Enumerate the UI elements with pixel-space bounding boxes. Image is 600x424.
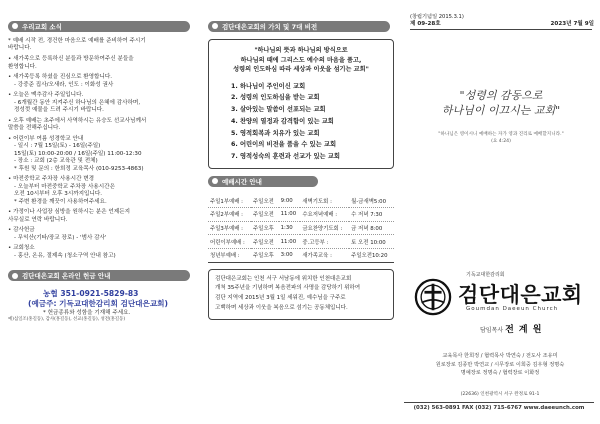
news-line: • 가정이나 사업장 심방을 원하시는 분은 언제든지 — [8, 209, 131, 216]
schedule-row — [208, 235, 394, 249]
vision-item: 4. 찬양의 열정과 감격함이 있는 교회 — [231, 117, 334, 125]
church-emblem-icon — [414, 278, 452, 316]
vision-item: 5. 영적회복과 치유가 있는 교회 — [231, 129, 320, 137]
pastor-label: 담임목사 — [480, 327, 504, 334]
news-title: 우리교회 소식 — [22, 22, 62, 31]
church-logo-area — [400, 268, 600, 348]
news-line: • 교회청소 — [8, 245, 35, 252]
schedule-header — [208, 176, 318, 187]
vision-header — [208, 21, 390, 32]
intro-line: 검단대은교회는 인천 서구 서남동에 위치한 인천대은교회 — [215, 275, 352, 282]
bulletin-number: 제 09-28호 — [410, 21, 441, 27]
vision-quote — [217, 46, 385, 75]
church-intro — [208, 269, 394, 320]
schedule-cell: 중.고등부 : — [300, 235, 349, 249]
schedule-cell: 주일오전 — [251, 208, 279, 222]
schedule-cell: 주일오전 — [251, 235, 279, 249]
schedule-row — [208, 221, 394, 235]
news-line: - 강중준 집사/오새라, 인도 : 이화성 권사 — [14, 81, 114, 88]
staff-line: 원로장로 김종만 박연교 / 시무장로 이희중 김우형 정명숙 — [435, 361, 565, 368]
news-item — [8, 38, 194, 53]
offering-title: 검단대은교회 온라인 헌금 안내 — [22, 272, 111, 281]
news-line: 말씀을 전해주십니다. — [8, 125, 61, 132]
news-line: 환영합니다. — [8, 63, 37, 70]
news-line: 바랍니다. — [8, 45, 32, 52]
vision-box — [208, 39, 394, 169]
bullet-icon — [212, 178, 218, 184]
vision-item: 1. 하나님이 주인이신 교회 — [231, 82, 306, 90]
news-line: 정성껏 예물을 드려 주시기 바랍니다. — [14, 107, 104, 114]
news-line: * 예배 시작 전, 경건한 마음으로 예배를 준비하여 주시기 — [8, 38, 146, 44]
bulletin-header — [408, 14, 594, 30]
news-item — [8, 136, 194, 173]
news-item — [8, 176, 194, 206]
bullet-icon — [12, 273, 18, 279]
vision-item: 3. 살아있는 말씀이 선포되는 교회 — [231, 106, 326, 114]
vision-list — [217, 81, 385, 164]
news-line: • 마전중학교 주차장 사용시간 변경 — [8, 176, 95, 183]
news-line: • 새가족등록 하셨을 진심으로 환영합니다. — [8, 74, 113, 81]
scripture-verse — [408, 132, 594, 145]
vision-item: 7. 영적성숙의 훈련과 선교가 있는 교회 — [231, 153, 340, 161]
schedule-cell: 금 저녁 8:00 — [349, 221, 394, 235]
slogan-line-1: "성령의 감동으로 — [459, 89, 543, 102]
offering-header — [8, 270, 190, 281]
schedule-cell: 새가족교육 : — [300, 248, 349, 262]
news-line: - 일시 : 7월 15일(토) - 16일(주일) — [14, 143, 101, 150]
schedule-cell: 주일오전10:20 — [349, 248, 394, 262]
denomination: 기독교대한감리회 — [466, 272, 505, 278]
news-line: • 새가족으로 등록하신 분들과 방문하여주신 분들을 — [8, 56, 134, 63]
schedule-cell: 주일오후 — [251, 248, 279, 262]
news-line: 사무실로 연락 바랍니다. — [8, 216, 68, 223]
account-holder: (예금주: 기독교대한감리회 검단대은교회) — [28, 298, 168, 308]
schedule-cell: 금요찬양기도회 : — [300, 221, 349, 235]
news-item — [8, 92, 194, 114]
vision-item: 6. 어린이의 비전을 품을 수 있는 교회 — [231, 141, 337, 149]
pastor-name: 전 계 원 — [505, 325, 543, 335]
schedule-cell: 주일3부예배 : — [208, 221, 251, 235]
staff-line: 교육목사 한희정 / 협력목사 박연숙 / 전도사 조유미 — [442, 353, 558, 359]
vision-item: 2. 성령의 인도하심을 받는 교회 — [231, 94, 320, 102]
verse-reference: (요 4:24) — [491, 138, 511, 144]
church-name-english: Goumdan Daeeun Church — [466, 306, 559, 312]
news-line: * 후원 및 문의 : 한희정 교육목사 (010-9253-4863) — [14, 165, 144, 172]
news-line: * 주변 환경을 깨끗이 사용하여주세요. — [14, 198, 107, 205]
news-item — [8, 245, 194, 260]
edition-note: (창립기념일 2015.3.1) — [410, 14, 464, 20]
intro-line: 개척 35주년을 기념하며 복음전파의 사명을 감당하기 위하여 — [215, 285, 361, 292]
staff-line: 명예장로 정명숙 / 협력장로 이화정 — [460, 370, 540, 377]
slogan — [408, 88, 594, 118]
schedule-cell: 청년부예배 : — [208, 248, 251, 262]
vision-quote-line: "하나님의 뜻과 하나님의 방식으로 — [254, 47, 348, 54]
intro-line: 검단 지역에 2015년 3월 1일 세워진, 예수님을 구주로 — [215, 295, 346, 302]
news-line: - 6개월간 동안 지켜주신 하나님의 은혜에 감사하며, — [14, 99, 141, 106]
bullet-icon — [212, 23, 218, 29]
senior-pastor — [480, 322, 542, 335]
news-line: • 오늘은 맥추감사 주일입니다. — [8, 92, 84, 99]
intro-line: 고백하며 세상과 이웃을 복음으로 섬기는 공동체입니다. — [215, 304, 348, 311]
schedule-cell: 새벽기도회 : — [300, 194, 349, 208]
schedule-cell: 주일2부예배 : — [208, 208, 251, 222]
bullet-icon — [12, 23, 18, 29]
schedule-cell: 주일1부예배 : — [208, 194, 251, 208]
vision-quote-line: 하나님의 때에 그리스도 예수의 마음을 품고, — [240, 56, 362, 64]
schedule-table — [208, 194, 394, 262]
schedule-cell: 11:00 — [279, 208, 301, 222]
vision-quote-line: 성령의 인도하심 따라 세상과 이웃을 섬기는 교회" — [233, 66, 369, 73]
news-item — [8, 227, 194, 242]
offering-info — [8, 289, 194, 323]
vision-title: 검단대은교회의 가치 및 7대 비전 — [222, 22, 318, 31]
schedule-cell: 3:00 — [279, 248, 301, 262]
schedule-row — [208, 248, 394, 262]
schedule-cell: 11:00 — [279, 235, 301, 249]
schedule-row — [208, 208, 394, 222]
schedule-cell: 주일오후 — [251, 221, 279, 235]
news-line: 15일(토) 10:00-20:00 / 16일(주일) 11:00-12:30 — [14, 150, 142, 157]
schedule-cell: 1:30 — [279, 221, 301, 235]
offering-example: 예)십일조(홍길동), 감사(홍길동), 선교(홍길동), 성전(홍길동) — [8, 316, 126, 322]
divider — [410, 29, 592, 30]
schedule-cell: 수 저녁 7:30 — [349, 208, 394, 222]
news-item — [8, 209, 194, 224]
news-header — [8, 21, 190, 32]
news-line: • 오후 예배는 초주에서 사역하시는 유승도 선교사님께서 — [8, 117, 147, 124]
news-item — [8, 118, 194, 133]
schedule-cell: 주일오전 — [251, 194, 279, 208]
schedule-cell: 월-금새벽5:00 — [349, 194, 394, 208]
staff-list — [400, 352, 600, 378]
schedule-cell: 어린이부예배 : — [208, 235, 251, 249]
news-item — [8, 56, 194, 71]
verse-text: "하나님은 영이시니 예배하는 자가 영과 진리로 예배할지니라." — [438, 132, 564, 137]
church-name: 검단대은교회 — [458, 283, 583, 307]
news-line: - 오늘부터 마전중학교 주차장 사용시간은 — [14, 183, 115, 190]
news-line: - 장소 : 교회 (2층 교육관 및 전체) — [14, 158, 98, 165]
left-column — [0, 0, 200, 424]
news-list — [8, 38, 194, 260]
news-line: • 어린이부 여름 성경학교 안내 — [8, 135, 84, 142]
schedule-title: 예배시간 안내 — [222, 177, 262, 186]
schedule-cell: 수요저녁예배 : — [300, 208, 349, 222]
middle-column — [200, 0, 400, 424]
schedule-row — [208, 194, 394, 208]
news-line: 오전 10시부터 오후 3시까지입니다. — [14, 191, 103, 198]
church-address: (22636) 인천광역시 서구 완정로 91-1 — [460, 392, 540, 397]
offering-note: * 헌금종류와 성함을 기재해 주세요. — [43, 309, 131, 316]
bank-account: 농협 351-0921-5829-83 — [43, 288, 139, 298]
church-contact: (032) 563-0891 FAX (032) 715-6767 www.daeeunch.com — [404, 402, 594, 411]
schedule-cell: 9:00 — [279, 194, 301, 208]
slogan-line-2: 하나님이 이끄시는 교회" — [441, 104, 561, 117]
news-item — [8, 74, 194, 89]
schedule-cell: 토 오전 10:00 — [349, 235, 394, 249]
bulletin-date: 2023년 7월 9일 — [550, 21, 594, 27]
news-line: - 무익산(기타/장교 장로) - '범사 감사' — [14, 234, 107, 241]
news-line: • 감사헌금 — [8, 227, 35, 234]
news-line: - 홍산, 온유, 절제속 (청소구역 안내 참고) — [14, 252, 116, 259]
